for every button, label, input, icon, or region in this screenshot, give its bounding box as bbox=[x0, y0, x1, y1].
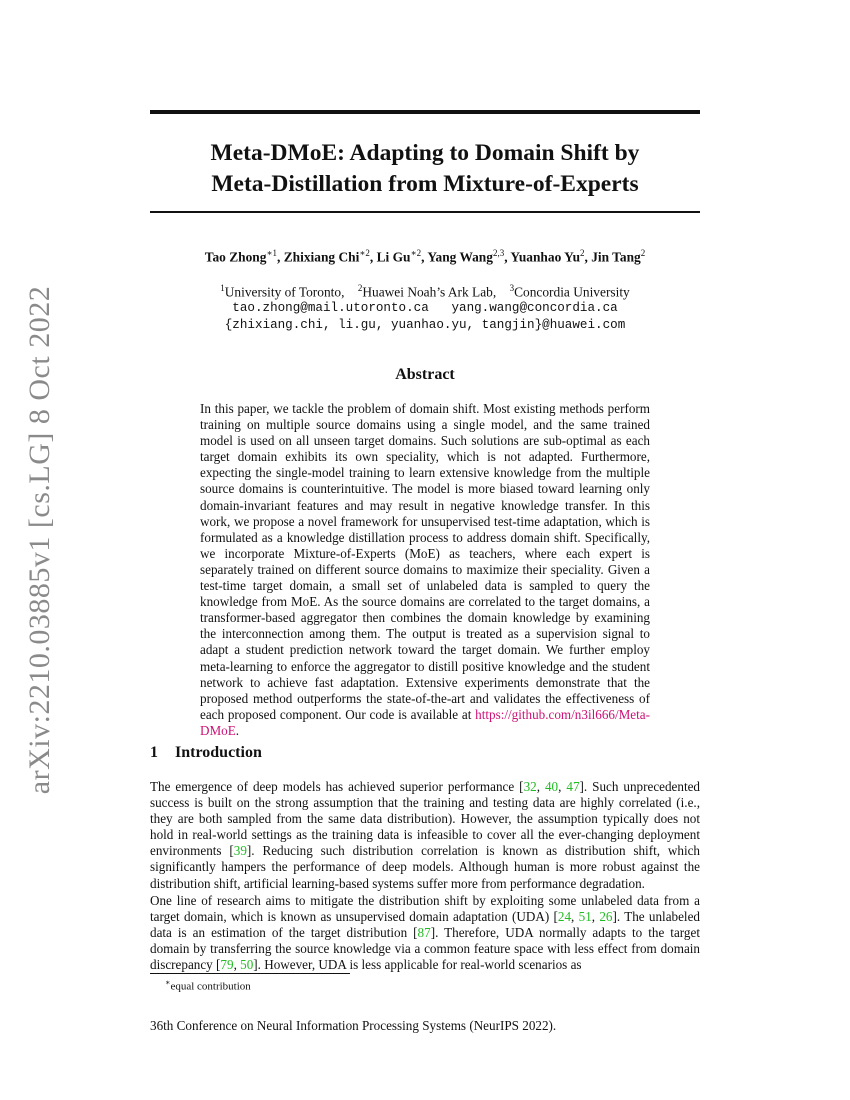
section-title: Introduction bbox=[175, 744, 262, 761]
citation-link[interactable]: 39 bbox=[233, 843, 247, 859]
footnote-mark: ∗ bbox=[165, 978, 171, 987]
footnote bbox=[165, 978, 251, 993]
citation-link[interactable]: 47 bbox=[566, 779, 580, 794]
author-sup: ∗1 bbox=[266, 248, 278, 258]
affiliation-sup: 1 bbox=[220, 283, 225, 293]
citation-link[interactable]: 26 bbox=[599, 909, 613, 925]
author-list: Tao Zhong$^{∗1}$, Zhixiang Chi$^{∗2}$, Li $Gu^{∗2}$, Yang Wang$^{2,3}$, Yuanhao Yu$^2$, Jin Tang$^2$ bbox=[204, 248, 646, 265]
email-line-1: tao.zhong@mail.utoronto.ca yang.wang@concordia.ca bbox=[232, 301, 618, 316]
title-bottom-rule bbox=[150, 211, 700, 213]
author-sup: ∗2 bbox=[410, 248, 422, 258]
paper-title bbox=[150, 138, 700, 200]
text-run: , bbox=[233, 957, 241, 973]
affiliation-name: University of Toronto, bbox=[224, 284, 345, 300]
intro-paragraph-2 bbox=[150, 893, 700, 973]
affiliation-sup: 2 bbox=[357, 283, 363, 293]
footnote-rule bbox=[150, 973, 350, 974]
affiliation-sup: 3 bbox=[509, 283, 515, 293]
arxiv-stamp: arXiv:2210.03885v1 [cs.LG] 8 Oct 2022 bbox=[23, 285, 56, 795]
email-line-2: {zhixiang.chi, li.gu, yuanhao.yu, tangjin}@huawei.com bbox=[224, 318, 626, 333]
author-name: Li Gu bbox=[376, 249, 411, 265]
text-run: , bbox=[536, 779, 545, 794]
citation-link[interactable]: 79 bbox=[220, 957, 234, 973]
code-link[interactable]: https://github.com/n3il666/Meta-DMoE bbox=[200, 706, 650, 738]
abstract-heading: Abstract bbox=[395, 366, 455, 383]
author-name: Yuanhao Yu bbox=[510, 249, 581, 265]
citation-link[interactable]: 50 bbox=[240, 957, 254, 973]
author-name: Jin Tang bbox=[591, 249, 641, 265]
text-run: The emergence of deep models has achieved superior performance [ bbox=[150, 779, 524, 794]
citation-link[interactable]: 87 bbox=[417, 925, 431, 941]
affiliation-name: Huawei Noah’s Ark Lab, bbox=[362, 284, 497, 300]
affiliation-name: Concordia University bbox=[514, 284, 630, 300]
text-run: ]. Reducing such distribution correlation is known as distribution shift, which significantly hampers the performance of deep models. Although human is more robust against the distribution shift, artificial learning-based systems suffer more from performance degradation. bbox=[150, 843, 700, 891]
author-sup: 2 bbox=[580, 248, 585, 258]
citation-link[interactable]: 51 bbox=[578, 909, 592, 925]
section-heading bbox=[150, 744, 262, 762]
conference-note: 36th Conference on Neural Information Processing Systems (NeurIPS 2022). bbox=[150, 1018, 557, 1033]
title-top-rule bbox=[150, 110, 700, 114]
abstract-body bbox=[200, 401, 650, 739]
text-run: One line of research aims to mitigate the distribution shift by exploiting some unlabeled data from a target domain, which is known as unsupervised domain adaptation (UDA) [ bbox=[150, 893, 700, 925]
text-run: ]. Therefore, UDA normally adapts to the target domain by transferring the source knowledge via a common feature space with less effect from domain discrepancy [ bbox=[150, 925, 700, 973]
text-run: ]. The unlabeled data is an estimation of the target distribution [ bbox=[150, 909, 700, 941]
section-number: 1 bbox=[150, 744, 158, 761]
intro-paragraph-1 bbox=[150, 779, 700, 892]
footnote-text: equal contribution bbox=[170, 980, 251, 993]
title-line-1: Meta-DMoE: Adapting to Domain Shift by bbox=[210, 140, 640, 166]
citation-link[interactable]: 32 bbox=[523, 779, 537, 794]
abstract-end: . bbox=[235, 722, 240, 738]
text-run: ]. However, UDA is less applicable for real-world scenarios as bbox=[253, 957, 582, 973]
author-name: Tao Zhong bbox=[204, 249, 267, 265]
text-run: ]. Such unprecedented success is built on the strong assumption that the training and testing data are highly correlated (i.e., they are both sampled from the same data distribution). However, the assumption typically does not hold in real-world settings as the training data is infeasible to cover all the ever-changing deployment environments [ bbox=[150, 779, 701, 859]
citation-link[interactable]: 24 bbox=[557, 909, 572, 925]
abstract-text: In this paper, we tackle the problem of domain shift. Most existing methods perform training on multiple source domains using a single model, and the same trained model is used on all unseen target domains. Such solutions are sub-optimal as each target domain exhibits its own speciality, which is not adapted. Furthermore, expecting the single-model training to learn extensive knowledge from the multiple source domains is counterintuitive. The model is more biased toward learning only domain-invariant features and may result in negative knowledge transfer. In this work, we propose a novel framework for unsupervised test-time adaptation, which is formulated as a knowledge distillation process to address domain shift. Specifically, we incorporate Mixture-of-Experts (MoE) as teachers, where each expert is separately trained on different source domains to maximize their speciality. Given a test-time target domain, a small set of unlabeled data is sampled to query the knowledge from MoE. As the source domains are correlated to the target domains, a transformer-based aggregator then combines the domain knowledge by examining the interconnection among them. The output is treated as a supervision signal to adapt a student prediction network toward the target domain. We further employ meta-learning to enforce the aggregator to distill positive knowledge and the student network to achieve fast adaptation. Extensive experiments demonstrate that the proposed method outperforms the state-of-the-art and validates the effectiveness of each proposed component. Our code is available at bbox=[200, 401, 650, 722]
citation-link[interactable]: 40 bbox=[544, 779, 559, 794]
title-line-2: Meta-Distillation from Mixture-of-Experts bbox=[211, 171, 639, 197]
author-sup: ∗2 bbox=[359, 248, 370, 258]
text-run: , bbox=[558, 779, 567, 794]
text-run: , bbox=[591, 909, 600, 925]
author-name: Yang Wang bbox=[427, 249, 493, 265]
author-sup: 2,3 bbox=[492, 248, 505, 258]
text-run: , bbox=[571, 909, 579, 925]
author-name: Zhixiang Chi bbox=[283, 249, 360, 265]
affiliation-line bbox=[150, 280, 700, 300]
affiliations bbox=[150, 280, 700, 334]
author-sup: 2 bbox=[640, 248, 646, 258]
